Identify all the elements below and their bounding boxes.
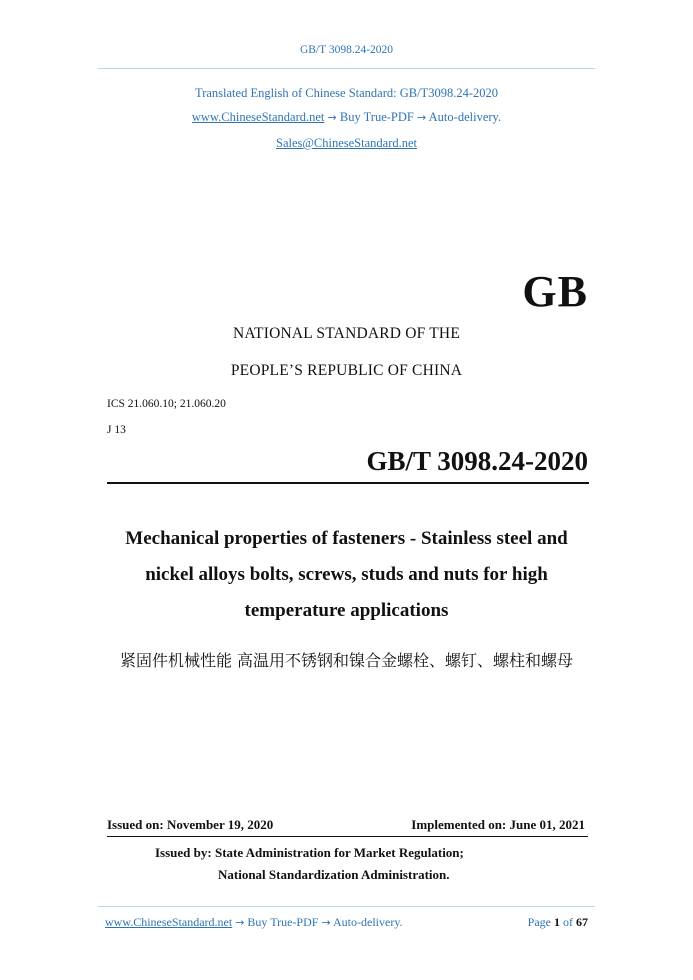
footer-promo — [105, 915, 403, 930]
title-en-line2: nickel alloys bolts, screws, studs and nuts for high — [145, 564, 548, 585]
footer-delivery-text: Auto-delivery. — [333, 915, 403, 929]
arrow-right-icon: → — [235, 916, 245, 929]
title-divider — [107, 482, 589, 484]
arrow-right-icon: → — [417, 111, 427, 124]
arrow-right-icon: → — [327, 111, 337, 124]
arrow-right-icon: → — [321, 916, 331, 929]
title-en-line3: temperature applications — [244, 600, 449, 621]
footer-site-link[interactable]: www.ChineseStandard.net — [105, 915, 233, 929]
auto-delivery-text: Auto-delivery. — [428, 110, 502, 124]
issued-by-line1: Issued by: State Administration for Market Regulation; — [155, 845, 464, 860]
page-number: 1 — [554, 915, 560, 929]
title-en-line1: Mechanical properties of fasteners - Stainless steel and — [125, 528, 568, 549]
running-header: GB/T 3098.24-2020 — [299, 44, 394, 56]
translated-notice: Translated English of Chinese Standard: GB/T3098.24-2020 — [195, 86, 498, 100]
header-divider — [98, 68, 595, 69]
issued-by-line2: National Standardization Administration. — [218, 867, 450, 882]
page-label: Page — [527, 915, 551, 929]
title-cn: 紧固件机械性能 高温用不锈钢和镍合金螺栓、螺钉、螺柱和螺母 — [119, 651, 574, 670]
implemented-on: Implemented on: June 01, 2021 — [411, 817, 585, 832]
page-counter — [528, 915, 588, 930]
gb-mark: GB — [522, 267, 588, 316]
of-label: of — [563, 915, 573, 929]
email-line — [0, 136, 693, 151]
issued-on: Issued on: November 19, 2020 — [107, 817, 274, 832]
site-link[interactable]: www.ChineseStandard.net — [191, 110, 325, 124]
total-pages: 67 — [576, 915, 588, 929]
sales-email-link[interactable]: Sales@ChineseStandard.net — [276, 136, 417, 150]
ics-code: ICS 21.060.10; 21.060.20 — [107, 398, 226, 410]
footer-buy-text: Buy True-PDF — [247, 915, 319, 929]
issue-divider — [107, 836, 588, 837]
promo-line — [0, 110, 693, 125]
buy-pdf-text: Buy True-PDF — [339, 110, 414, 124]
standard-number: GB/T 3098.24-2020 — [366, 446, 588, 476]
ccs-code: J 13 — [107, 424, 126, 436]
national-standard-line2: PEOPLE’S REPUBLIC OF CHINA — [230, 362, 463, 379]
national-standard-line1: NATIONAL STANDARD OF THE — [232, 325, 460, 342]
footer-divider — [98, 906, 595, 907]
